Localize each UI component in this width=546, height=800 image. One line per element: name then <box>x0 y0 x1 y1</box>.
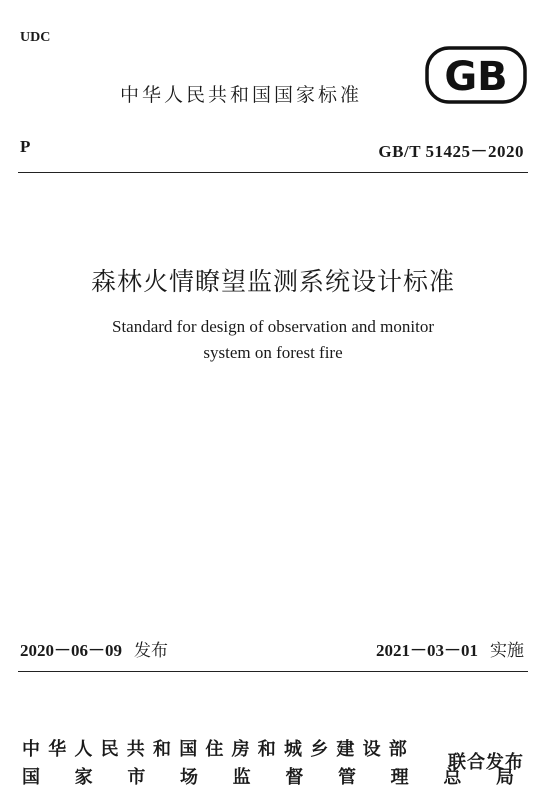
top-divider <box>18 172 528 173</box>
issue-label: 发布 <box>134 641 168 661</box>
issue-date-block <box>20 636 168 661</box>
issue-date: 2020－06－09 <box>20 641 122 660</box>
standard-number: GB/T 51425－2020 <box>378 142 524 161</box>
classification-code: P <box>20 137 31 156</box>
gb-logo-text: GB <box>444 54 508 100</box>
udc-label: UDC <box>20 30 51 45</box>
publisher-line1: 中华人民共和国住房和城乡建设部 <box>22 739 415 760</box>
title-english-line1: Standard for design of observation and monitor <box>112 317 434 336</box>
title-english-line2: system on forest fire <box>203 343 343 362</box>
national-standard-label: 中华人民共和国国家标准 <box>120 84 363 106</box>
bottom-divider <box>18 671 528 672</box>
title-english <box>40 314 506 366</box>
gb-logo <box>425 46 527 104</box>
implement-label: 实施 <box>490 641 524 661</box>
title-chinese: 森林火情瞭望监测系统设计标准 <box>90 267 455 296</box>
joint-publish-label: 联合发布 <box>448 752 524 773</box>
implement-date-block <box>376 636 524 661</box>
publisher-line2: 国 家 市 场 监 督 管 理 总 局 <box>22 767 523 788</box>
implement-date: 2021－03－01 <box>376 641 478 660</box>
